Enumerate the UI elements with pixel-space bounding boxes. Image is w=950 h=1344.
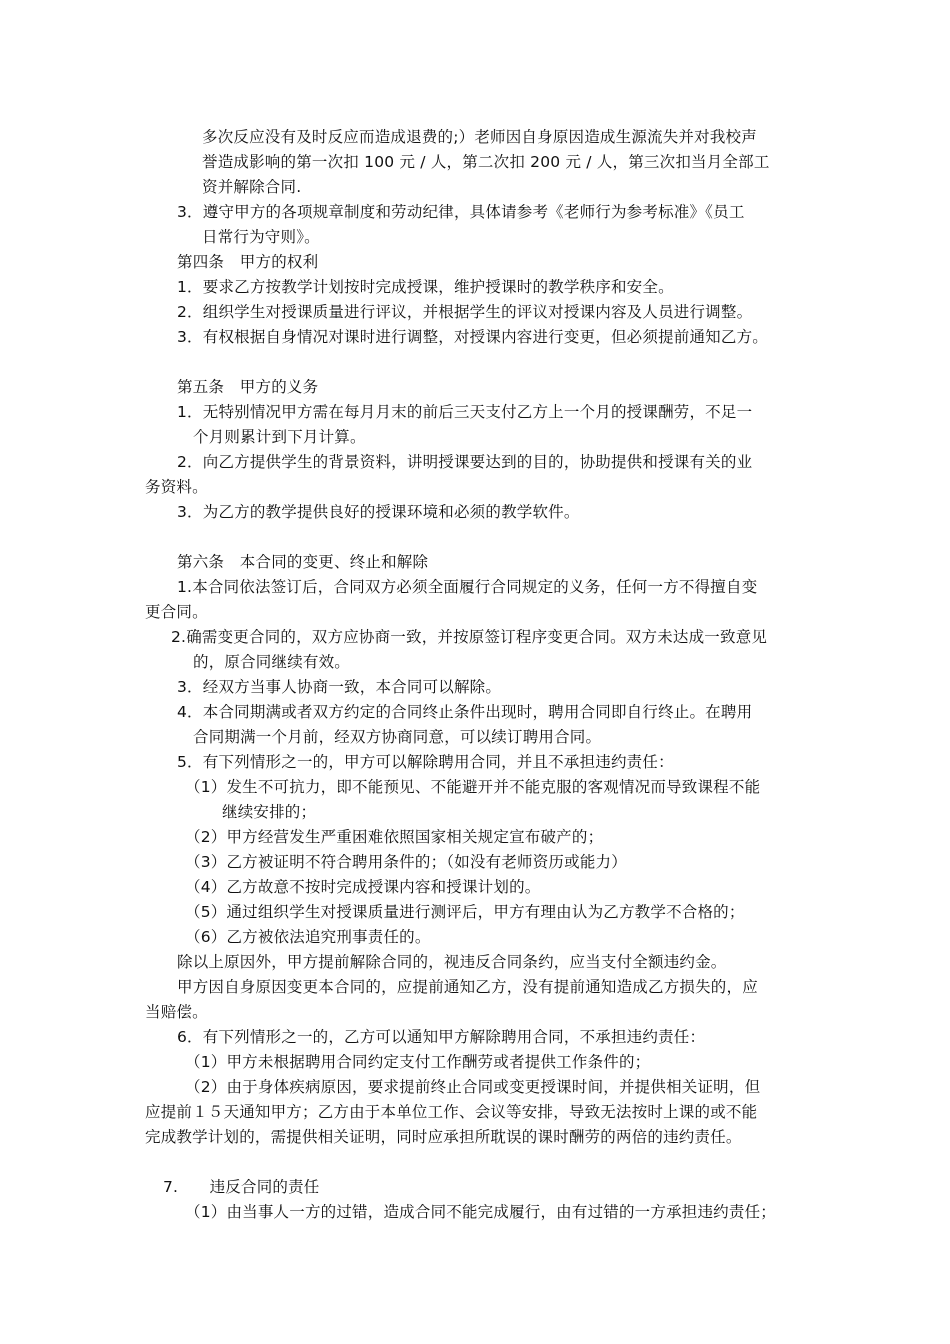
- text-line: （3）乙方被证明不符合聘用条件的；（如没有老师资历或能力）: [185, 853, 627, 871]
- text-line: 2.确需变更合同的，双方应协商一致，并按原签订程序变更合同。双方未达成一致意见: [171, 628, 768, 646]
- text-line: 3．有权根据自身情况对课时进行调整，对授课内容进行变更，但必须提前通知乙方。: [177, 328, 768, 346]
- text-line: 4．本合同期满或者双方约定的合同终止条件出现时，聘用合同即自行终止。在聘用: [177, 703, 753, 721]
- text-line: （2）甲方经营发生严重困难依照国家相关规定宣布破产的；: [185, 828, 604, 846]
- text-line: 多次反应没有及时反应而造成退费的;）老师因自身原因造成生源流失并对我校声: [202, 128, 757, 146]
- text-line: 1．无特别情况甲方需在每月月末的前后三天支付乙方上一个月的授课酬劳，不足一: [177, 403, 753, 421]
- text-line: （1）发生不可抗力，即不能预见、不能避开并不能克服的客观情况而导致课程不能: [185, 778, 761, 796]
- text-line: （6）乙方被依法追究刑事责任的。: [185, 928, 431, 946]
- text-line: 3．为乙方的教学提供良好的授课环境和必须的教学软件。: [177, 503, 580, 521]
- text-line: 继续安排的；: [222, 803, 317, 821]
- text-line: 日常行为守则》。: [202, 228, 320, 246]
- text-line: （4）乙方故意不按时完成授课内容和授课计划的。: [185, 878, 541, 896]
- text-line: 誉造成影响的第一次扣 100 元 / 人，第二次扣 200 元 / 人，第三次扣当月全部工: [202, 153, 770, 171]
- text-line: 3．遵守甲方的各项规章制度和劳动纪律，具体请参考《老师行为参考标准》《员工: [177, 203, 745, 221]
- text-line: 应提前１５天通知甲方；乙方由于本单位工作、会议等安排，导致无法按时上课的或不能: [145, 1103, 758, 1121]
- text-line: 1．要求乙方按教学计划按时完成授课，维护授课时的教学秩序和安全。: [177, 278, 674, 296]
- text-line: 合同期满一个月前，经双方协商同意，可以续订聘用合同。: [193, 728, 602, 746]
- text-line: 1.本合同依法签订后，合同双方必须全面履行合同规定的义务，任何一方不得擅自变: [177, 578, 758, 596]
- text-line: （1）甲方未根据聘用合同约定支付工作酬劳或者提供工作条件的；: [185, 1053, 651, 1071]
- text-line: 甲方因自身原因变更本合同的，应提前通知乙方，没有提前通知造成乙方损失的，应: [177, 978, 758, 996]
- text-line: （1）由当事人一方的过错，造成合同不能完成履行，由有过错的一方承担违约责任；: [185, 1203, 776, 1221]
- section-heading: 第五条 甲方的义务: [177, 378, 319, 396]
- text-line: 完成教学计划的，需提供相关证明，同时应承担所耽误的课时酬劳的两倍的违约责任。: [145, 1128, 742, 1146]
- text-line: （2）由于身体疾病原因，要求提前终止合同或变更授课时间，并提供相关证明，但: [185, 1078, 761, 1096]
- text-line: （5）通过组织学生对授课质量进行测评后，甲方有理由认为乙方教学不合格的；: [185, 903, 745, 921]
- text-line: 的，原合同继续有效。: [193, 653, 351, 671]
- text-line: 6．有下列情形之一的，乙方可以通知甲方解除聘用合同，不承担违约责任：: [177, 1028, 706, 1046]
- text-line: 除以上原因外，甲方提前解除合同的，视违反合同条约，应当支付全额违约金。: [177, 953, 727, 971]
- section-heading: 第四条 甲方的权利: [177, 253, 319, 271]
- text-line: 5．有下列情形之一的，甲方可以解除聘用合同，并且不承担违约责任：: [177, 753, 674, 771]
- section-heading: 7. 违反合同的责任: [163, 1178, 320, 1196]
- text-line: 务资料。: [145, 478, 208, 496]
- text-line: 3．经双方当事人协商一致，本合同可以解除。: [177, 678, 502, 696]
- text-line: 更合同。: [145, 603, 208, 621]
- text-line: 个月则累计到下月计算。: [193, 428, 366, 446]
- section-heading: 第六条 本合同的变更、终止和解除: [177, 553, 429, 571]
- text-line: 2．向乙方提供学生的背景资料，讲明授课要达到的目的，协助提供和授课有关的业: [177, 453, 753, 471]
- text-line: 当赔偿。: [145, 1003, 208, 1021]
- text-line: 2．组织学生对授课质量进行评议，并根据学生的评议对授课内容及人员进行调整。: [177, 303, 753, 321]
- text-line: 资并解除合同.: [202, 178, 302, 196]
